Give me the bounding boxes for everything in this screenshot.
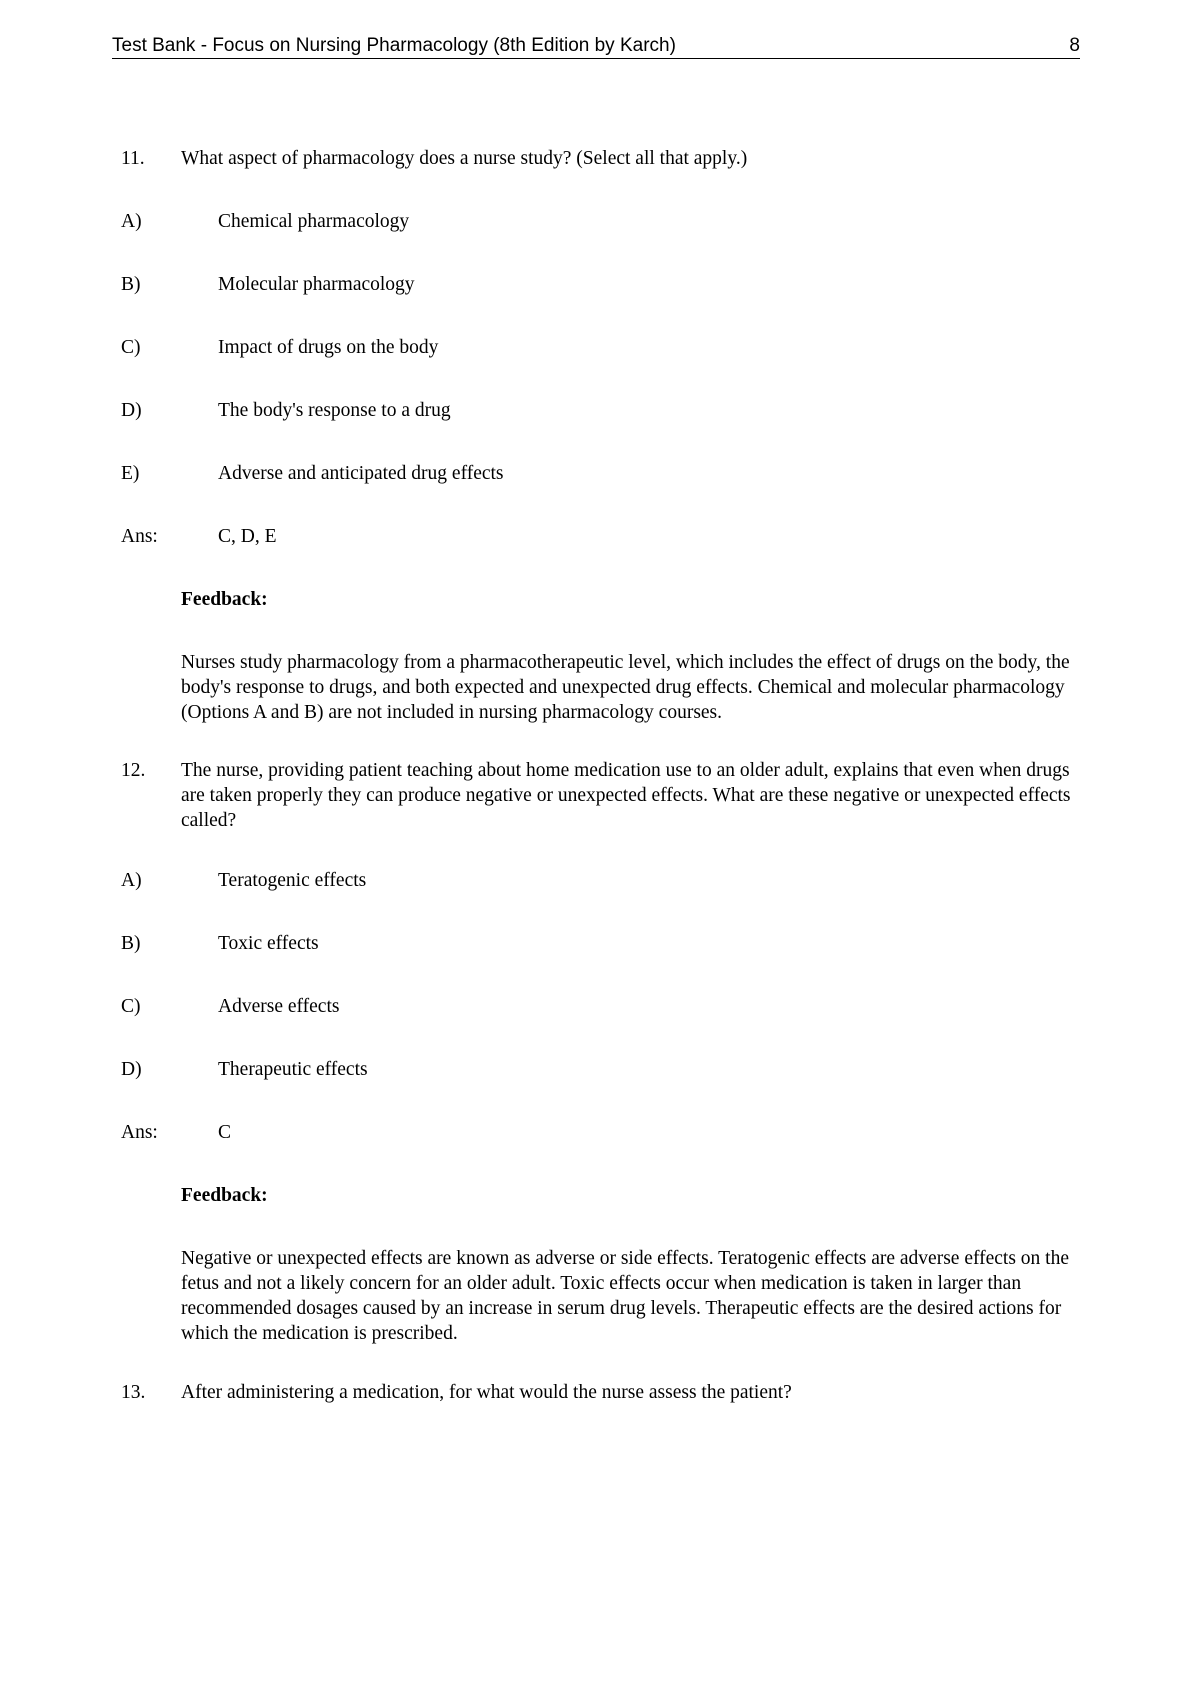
question-number: 12. — [121, 760, 146, 781]
option-text: Adverse effects — [218, 996, 340, 1017]
option-text: The body's response to a drug — [218, 400, 451, 421]
option-text: Teratogenic effects — [218, 870, 367, 891]
option-letter: D) — [121, 1059, 142, 1080]
option-text: Molecular pharmacology — [218, 274, 415, 295]
option-letter: B) — [121, 274, 141, 295]
answer-value: C — [218, 1122, 232, 1143]
feedback-text: Nurses study pharmacology from a pharmacotherapeutic level, which includes the effect of drugs on the body, the body's response to drugs, and both expected and unexpected drug effects. Chemical and molecular pharmacology (Options A and B) are not included in nursing pharmacology courses. — [181, 652, 1070, 723]
feedback-heading: Feedback: — [181, 589, 268, 610]
document-title: Test Bank - Focus on Nursing Pharmacology (8th Edition by Karch) — [112, 35, 676, 56]
option-letter: C) — [121, 337, 141, 358]
option-letter: A) — [121, 211, 142, 232]
option-text: Toxic effects — [218, 933, 319, 954]
option-letter: A) — [121, 870, 142, 891]
answer-label: Ans: — [121, 1122, 158, 1143]
question-number: 11. — [121, 148, 145, 169]
feedback-text: Negative or unexpected effects are known as adverse or side effects. Teratogenic effects are adverse effects on the fetus and not a likely concern for an older adult. Toxic effects occur when medication is taken in larger than recommended dosages caused by an increase in serum drug levels. Therapeutic effects are the desired actions for which the medication is prescribed. — [181, 1248, 1069, 1344]
question-text: The nurse, providing patient teaching about home medication use to an older adult, explains that even when drugs are taken properly they can produce negative or unexpected effects. What are these negative or unexpected effects called? — [181, 760, 1071, 831]
option-letter: C) — [121, 996, 141, 1017]
option-text: Chemical pharmacology — [218, 211, 410, 232]
option-letter: D) — [121, 400, 142, 421]
page-number: 8 — [1069, 35, 1080, 56]
option-text: Impact of drugs on the body — [218, 337, 439, 358]
option-text: Therapeutic effects — [218, 1059, 368, 1080]
answer-value: C, D, E — [218, 526, 277, 547]
answer-label: Ans: — [121, 526, 158, 547]
feedback-heading: Feedback: — [181, 1185, 268, 1206]
option-text: Adverse and anticipated drug effects — [218, 463, 504, 484]
option-letter: E) — [121, 463, 140, 484]
question-text: What aspect of pharmacology does a nurse study? (Select all that apply.) — [181, 148, 748, 169]
page-header — [112, 32, 1080, 59]
option-letter: B) — [121, 933, 141, 954]
question-number: 13. — [121, 1382, 146, 1403]
question-text: After administering a medication, for what would the nurse assess the patient? — [181, 1382, 792, 1403]
